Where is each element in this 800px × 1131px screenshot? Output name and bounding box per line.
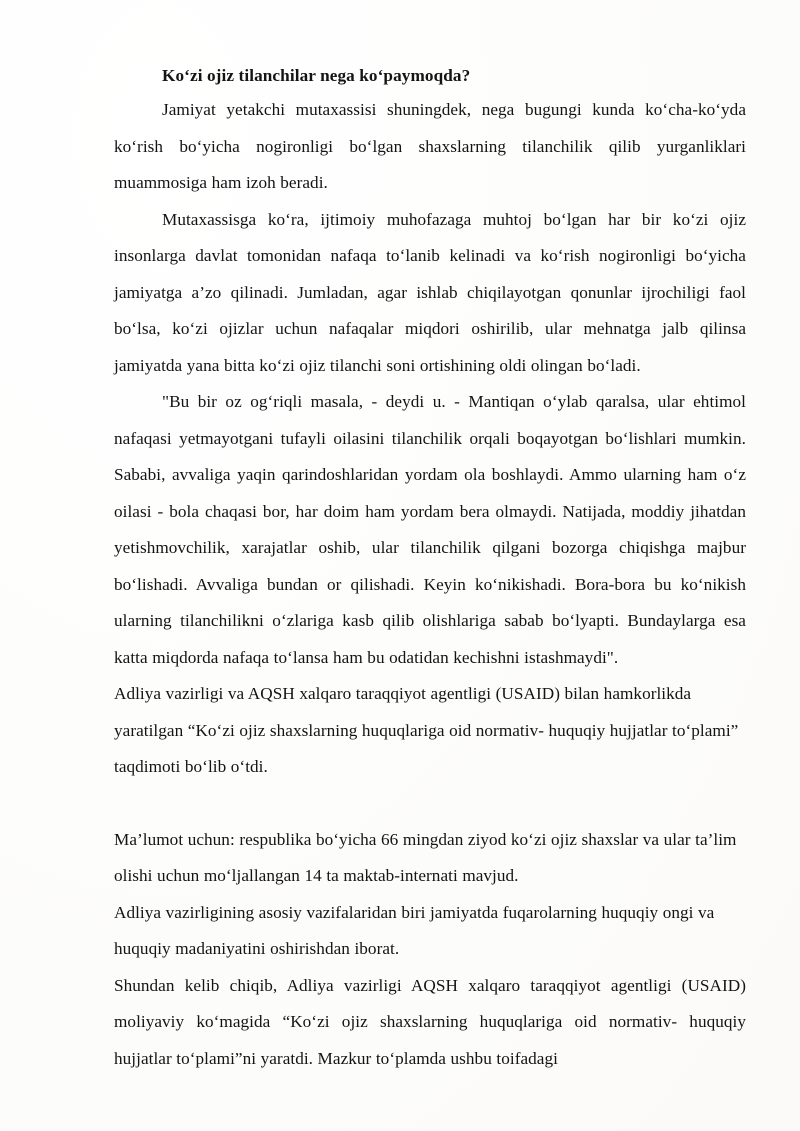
page-title: Ko‘zi ojiz tilanchilar nega ko‘paymoqda?	[162, 66, 471, 85]
paragraph-2: Mutaxassisga ko‘ra, ijtimoiy muhofazaga muhtoj bo‘lgan har bir ko‘zi ojiz insonlarga davlat tomonidan nafaqa to‘lanib kelinadi va ko‘rish nogironligi bo‘yicha jamiyatga a’zo qilinadi. Jumladan, agar ishlab chiqilayotgan qonunlar ijrochiligi faol bo‘lsa, ko‘zi ojizlar uchun nafaqalar miqdori oshirilib, ular mehnatga jalb qilinsa jamiyatda yana bitta ko‘zi ojiz tilanchi soni ortishining oldi olingan bo‘ladi.	[114, 209, 746, 375]
paragraph-5: Ma’lumot uchun: respublika bo‘yicha 66 mingdan ziyod ko‘zi ojiz shaxslar va ular ta’lim olishi uchun mo‘ljallangan 14 ta maktab-internati mavjud.	[114, 829, 737, 885]
document-text-column	[114, 62, 746, 1077]
paragraph-spacer	[114, 786, 746, 822]
paragraph-6: Adliya vazirligining asosiy vazifalaridan biri jamiyatda fuqarolarning huquqiy ongi va huquqiy madaniyatini oshirishdan iborat.	[114, 902, 715, 958]
paragraph-1: Jamiyat yetakchi mutaxassisi shuningdek, nega bugungi kunda ko‘cha-ko‘yda ko‘rish bo‘yicha nogironligi bo‘lgan shaxslarning tilanchilik qilib yurganliklari muammosiga ham izoh beradi.	[114, 100, 746, 192]
paragraph-4: Adliya vazirligi va AQSH xalqaro taraqqiyot agentligi (USAID) bilan hamkorlikda yaratilgan “Ko‘zi ojiz shaxslarning huquqlariga oid normativ- huquqiy hujjatlar to‘plami” taqdimoti bo‘lib o‘tdi.	[114, 684, 739, 776]
paragraph-3: "Bu bir oz og‘riqli masala, - deydi u. - Mantiqan o‘ylab qaralsa, ular ehtimol nafaqasi yetmayotgani tufayli oilasini tilanchilik orqali boqayotgan bo‘lishlari mumkin. Sababi, avvaliga yaqin qarindoshlaridan yordam ola boshlaydi. Ammo ularning ham o‘z oilasi - bola chaqasi bor, har doim ham yordam bera olmaydi. Natijada, moddiy jihatdan yetishmovchilik, xarajatlar oshib, ular tilanchilik qilgani bozorga chiqishga majbur bo‘lishadi. Avvaliga bundan or qilishadi. Keyin ko‘nikishadi. Bora-bora bu ko‘nikish ularning tilanchilikni o‘zlariga kasb qilib olishlariga sabab bo‘lyapti. Bundaylarga esa katta miqdorda nafaqa to‘lansa ham bu odatidan kechishni istashmaydi".	[114, 392, 746, 667]
document-heading-block	[114, 62, 746, 90]
paragraph-7: Shundan kelib chiqib, Adliya vazirligi AQSH xalqaro taraqqiyot agentligi (USAID) moliyaviy ko‘magida “Ko‘zi ojiz shaxslarning huquqlariga oid normativ- huquqiy hujjatlar to‘plami”ni yaratdi. Mazkur to‘plamda ushbu toifadagi	[114, 975, 746, 1068]
